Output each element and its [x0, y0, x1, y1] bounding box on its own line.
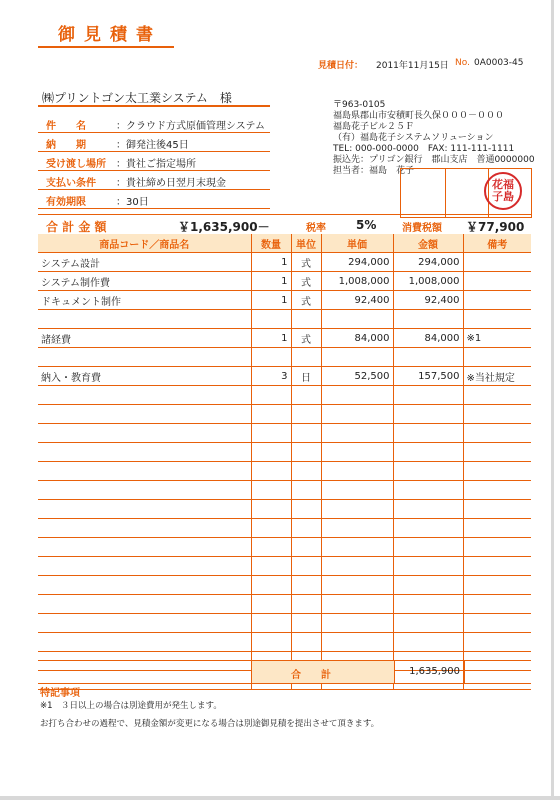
total-summary-bar	[38, 214, 531, 236]
item-unit	[291, 595, 321, 614]
item-unit	[291, 424, 321, 443]
item-qty	[251, 481, 291, 500]
item-amount	[393, 538, 463, 557]
item-note	[463, 633, 531, 652]
item-name	[38, 310, 251, 329]
item-unit	[291, 481, 321, 500]
item-price: 92,400	[321, 291, 393, 310]
item-note	[463, 576, 531, 595]
info-value: ：御発注後45日	[116, 140, 189, 151]
item-amount	[393, 348, 463, 367]
company-contact: 担当者：福島 花子	[333, 166, 415, 176]
item-amount	[393, 405, 463, 424]
table-header-row	[38, 234, 531, 253]
number-label: No.	[455, 58, 470, 68]
item-price	[321, 633, 393, 652]
info-row-delivery-date	[38, 133, 270, 152]
item-price	[321, 595, 393, 614]
item-qty	[251, 576, 291, 595]
item-qty	[251, 386, 291, 405]
item-unit	[291, 405, 321, 424]
item-qty	[251, 519, 291, 538]
item-name	[38, 633, 251, 652]
table-row	[38, 405, 531, 424]
item-price: 294,000	[321, 253, 393, 272]
item-qty: 3	[251, 367, 291, 386]
info-label: 件 名	[46, 121, 86, 132]
item-amount	[393, 614, 463, 633]
item-amount	[393, 310, 463, 329]
item-qty	[251, 595, 291, 614]
item-qty	[251, 424, 291, 443]
item-price	[321, 614, 393, 633]
item-amount	[393, 462, 463, 481]
item-unit: 式	[291, 291, 321, 310]
item-note	[463, 595, 531, 614]
item-price	[321, 481, 393, 500]
item-note	[463, 462, 531, 481]
table-row	[38, 557, 531, 576]
item-amount: 1,008,000	[393, 272, 463, 291]
total-label: 合 計 金 額	[46, 220, 107, 234]
item-amount	[393, 481, 463, 500]
header-amount: 金額	[393, 234, 463, 253]
item-note	[463, 253, 531, 272]
item-note	[463, 500, 531, 519]
item-qty	[251, 500, 291, 519]
info-value: ：30日	[116, 197, 149, 208]
item-unit	[291, 462, 321, 481]
item-name	[38, 557, 251, 576]
item-note	[463, 386, 531, 405]
item-price	[321, 405, 393, 424]
table-row	[38, 310, 531, 329]
item-price	[321, 386, 393, 405]
table-row	[38, 386, 531, 405]
item-name	[38, 614, 251, 633]
company-bank: 振込先：プリゴン銀行 郡山支店 普通0000000	[333, 155, 535, 165]
item-price: 84,000	[321, 329, 393, 348]
special-note: ※1 ３日以上の場合は別途費用が発生します。	[40, 701, 222, 711]
item-amount	[393, 576, 463, 595]
item-note	[463, 614, 531, 633]
sum-row	[38, 660, 531, 684]
tax-rate-value: 5%	[356, 218, 377, 232]
item-price	[321, 348, 393, 367]
info-row-subject	[38, 114, 270, 133]
item-qty	[251, 538, 291, 557]
item-name	[38, 424, 251, 443]
item-unit: 式	[291, 329, 321, 348]
item-unit	[291, 500, 321, 519]
item-amount: 84,000	[393, 329, 463, 348]
item-note	[463, 310, 531, 329]
item-price: 52,500	[321, 367, 393, 386]
item-name	[38, 595, 251, 614]
item-qty: 1	[251, 253, 291, 272]
hanko-stamp-icon: 花福 子島	[484, 172, 522, 210]
item-note	[463, 348, 531, 367]
item-name	[38, 576, 251, 595]
item-name	[38, 386, 251, 405]
page-shadow-bottom	[0, 796, 560, 800]
special-notes-title: 特記事項	[40, 688, 80, 699]
table-row	[38, 614, 531, 633]
company-name: （有）福島花子システムソリューション	[333, 133, 494, 143]
item-note	[463, 424, 531, 443]
item-amount	[393, 595, 463, 614]
item-amount: 92,400	[393, 291, 463, 310]
items-table	[38, 234, 531, 690]
item-qty	[251, 310, 291, 329]
table-row	[38, 462, 531, 481]
sum-divider	[251, 661, 252, 683]
date-value: 2011年11月15日	[376, 61, 449, 71]
item-name	[38, 443, 251, 462]
item-qty	[251, 614, 291, 633]
item-unit	[291, 576, 321, 595]
item-name	[38, 348, 251, 367]
item-note	[463, 481, 531, 500]
item-amount	[393, 557, 463, 576]
info-value: ：貴社ご指定場所	[116, 159, 196, 170]
item-name: システム制作費	[38, 272, 251, 291]
item-price	[321, 500, 393, 519]
table-row	[38, 367, 531, 386]
company-address: 福島県郡山市安積町長久保０００－０００	[333, 111, 505, 121]
table-row	[38, 348, 531, 367]
table-row	[38, 329, 531, 348]
item-amount: 157,500	[393, 367, 463, 386]
item-amount: 294,000	[393, 253, 463, 272]
item-note	[463, 443, 531, 462]
item-unit	[291, 443, 321, 462]
item-unit	[291, 614, 321, 633]
item-price	[321, 519, 393, 538]
client-name: ㈱プリントゴン太工業システム 様	[42, 91, 232, 105]
info-value: ：貴社締め日翌月末現金	[116, 178, 226, 189]
item-amount	[393, 443, 463, 462]
title-underline	[38, 46, 174, 48]
table-row	[38, 595, 531, 614]
seal-divider	[445, 169, 446, 217]
item-qty	[251, 557, 291, 576]
tax-rate-label: 税率	[306, 223, 326, 234]
table-row	[38, 500, 531, 519]
client-underline	[38, 105, 270, 107]
item-name	[38, 519, 251, 538]
table-row	[38, 424, 531, 443]
item-unit	[291, 557, 321, 576]
item-amount	[393, 386, 463, 405]
item-qty	[251, 443, 291, 462]
table-row	[38, 576, 531, 595]
table-row	[38, 519, 531, 538]
item-unit	[291, 538, 321, 557]
info-label: 支払い条件	[46, 178, 96, 189]
item-note	[463, 272, 531, 291]
table-row	[38, 481, 531, 500]
table-row	[38, 633, 531, 652]
document-title: 御見積書	[58, 25, 162, 45]
item-name: 納入・教育費	[38, 367, 251, 386]
info-label: 受け渡し場所	[46, 159, 106, 170]
item-unit	[291, 633, 321, 652]
item-name: ドキュメント制作	[38, 291, 251, 310]
company-building: 福島花子ビル２５Ｆ	[333, 122, 415, 132]
item-price	[321, 310, 393, 329]
item-qty	[251, 348, 291, 367]
special-note: お打ち合わせの過程で、見積金額が変更になる場合は別途御見積を提出させて頂きます。	[40, 719, 380, 729]
info-row-delivery-place	[38, 152, 270, 171]
item-unit: 式	[291, 272, 321, 291]
info-label: 有効期限	[46, 197, 86, 208]
total-value: ￥1,635,900－	[178, 220, 270, 234]
item-qty: 1	[251, 272, 291, 291]
item-unit	[291, 348, 321, 367]
sum-label: 合 計	[291, 670, 331, 681]
item-qty: 1	[251, 291, 291, 310]
header-note: 備考	[463, 234, 531, 253]
company-phone: TEL: 000-000-0000 FAX: 111-111-1111	[333, 144, 515, 154]
sum-value: 1,635,900	[409, 666, 460, 677]
item-unit	[291, 386, 321, 405]
sum-divider	[394, 661, 395, 683]
item-note: ※1	[463, 329, 531, 348]
consumption-tax-value: ￥77,900	[466, 220, 525, 234]
item-price	[321, 576, 393, 595]
item-note	[463, 519, 531, 538]
item-note: ※当社規定	[463, 367, 531, 386]
item-name	[38, 538, 251, 557]
item-qty	[251, 633, 291, 652]
table-row	[38, 443, 531, 462]
item-qty	[251, 405, 291, 424]
header-price: 単価	[321, 234, 393, 253]
consumption-tax-label: 消費税額	[402, 223, 442, 234]
item-note	[463, 557, 531, 576]
item-price	[321, 538, 393, 557]
item-qty	[251, 462, 291, 481]
date-label: 見積日付：	[318, 61, 364, 71]
item-price	[321, 557, 393, 576]
info-value: ：クラウド方式原価管理システム	[116, 121, 265, 132]
table-row	[38, 272, 531, 291]
item-amount	[393, 424, 463, 443]
item-name	[38, 481, 251, 500]
table-row	[38, 253, 531, 272]
info-row-validity	[38, 190, 270, 209]
info-label: 納 期	[46, 140, 86, 151]
item-note	[463, 405, 531, 424]
item-price: 1,008,000	[321, 272, 393, 291]
item-price	[321, 462, 393, 481]
item-note	[463, 291, 531, 310]
item-qty: 1	[251, 329, 291, 348]
item-name: 諸経費	[38, 329, 251, 348]
item-unit: 式	[291, 253, 321, 272]
item-amount	[393, 500, 463, 519]
item-price	[321, 443, 393, 462]
header-unit: 単位	[291, 234, 321, 253]
item-note	[463, 538, 531, 557]
table-row	[38, 291, 531, 310]
table-row	[38, 538, 531, 557]
item-amount	[393, 633, 463, 652]
item-name	[38, 462, 251, 481]
item-unit	[291, 519, 321, 538]
number-value: 0A0003-45	[474, 58, 524, 68]
sum-divider	[464, 661, 465, 683]
item-name: システム設計	[38, 253, 251, 272]
item-price	[321, 424, 393, 443]
item-amount	[393, 519, 463, 538]
item-unit: 日	[291, 367, 321, 386]
item-name	[38, 405, 251, 424]
header-qty: 数量	[251, 234, 291, 253]
info-row-payment	[38, 171, 270, 190]
company-postal: 〒963-0105	[333, 100, 386, 110]
item-unit	[291, 310, 321, 329]
item-name	[38, 500, 251, 519]
header-product: 商品コード／商品名	[38, 234, 251, 253]
page-shadow-right	[551, 0, 554, 800]
